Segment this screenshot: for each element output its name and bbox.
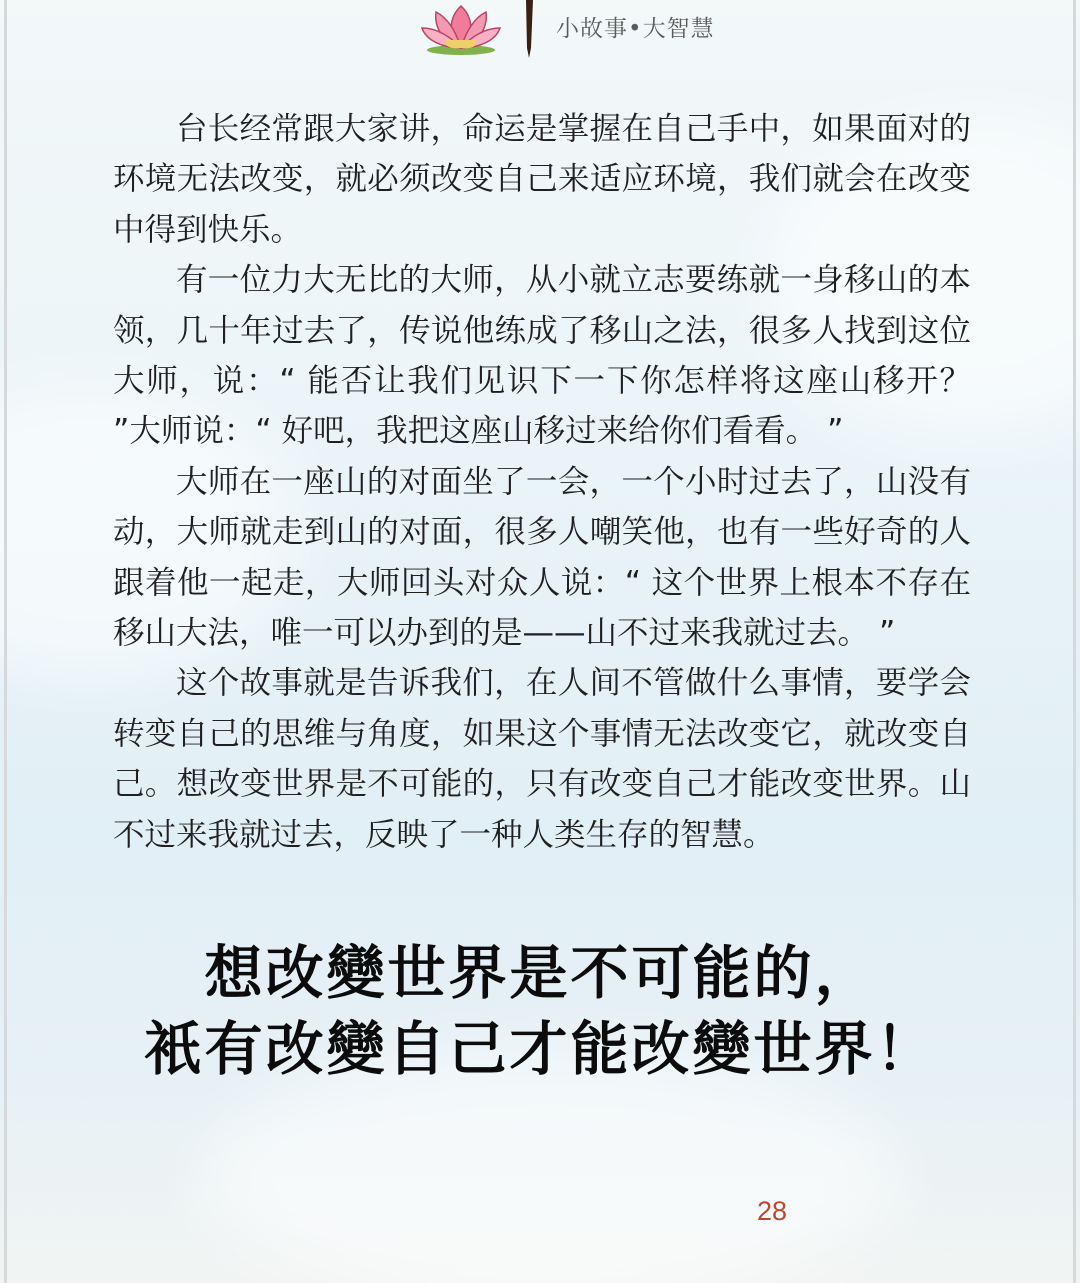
brush-stroke-icon [524, 0, 534, 58]
page-header [0, 0, 1080, 70]
lotus-icon [418, 0, 504, 56]
right-page-edge [1073, 0, 1076, 1283]
paragraph: 有一位力大无比的大师，从小就立志要练就一身移山的本领，几十年过去了，传说他练成了移山之法，很多人找到这位大师，说：“ 能否让我们见识下一下你怎样将这座山移开？ ”大师说：“ 好吧，我把这座山移过来给你们看看。 ” [113, 262, 971, 450]
slogan-line: 衹有改變自己才能改變世界！ [143, 1015, 937, 1083]
page-number: 28 [757, 1196, 788, 1226]
slogan [0, 935, 1080, 1087]
paragraph: 这个故事就是告诉我们，在人间不管做什么事情，要学会转变自己的思维与角度，如果这个事情无法改变它，就改变自己。想改变世界是不可能的，只有改变自己才能改变世界。山不过来我就过去，反映了一种人类生存的智慧。 [113, 665, 971, 853]
paragraph: 台长经常跟大家讲，命运是掌握在自己手中，如果面对的环境无法改变，就必须改变自己来适应环境，我们就会在改变中得到快乐。 [113, 111, 971, 248]
paragraph: 大师在一座山的对面坐了一会，一个小时过去了，山没有动，大师就走到山的对面，很多人嘲笑他，也有一些好奇的人跟着他一起走，大师回头对众人说：“ 这个世界上根本不存在移山大法，唯一可以办到的是——山不过来我就过去。 ” [113, 463, 971, 652]
header-subtitle: 小故事•大智慧 [556, 16, 715, 42]
article-body [113, 104, 971, 860]
slogan-line: 想改變世界是不可能的， [204, 939, 876, 1007]
left-page-edge [4, 0, 7, 1283]
